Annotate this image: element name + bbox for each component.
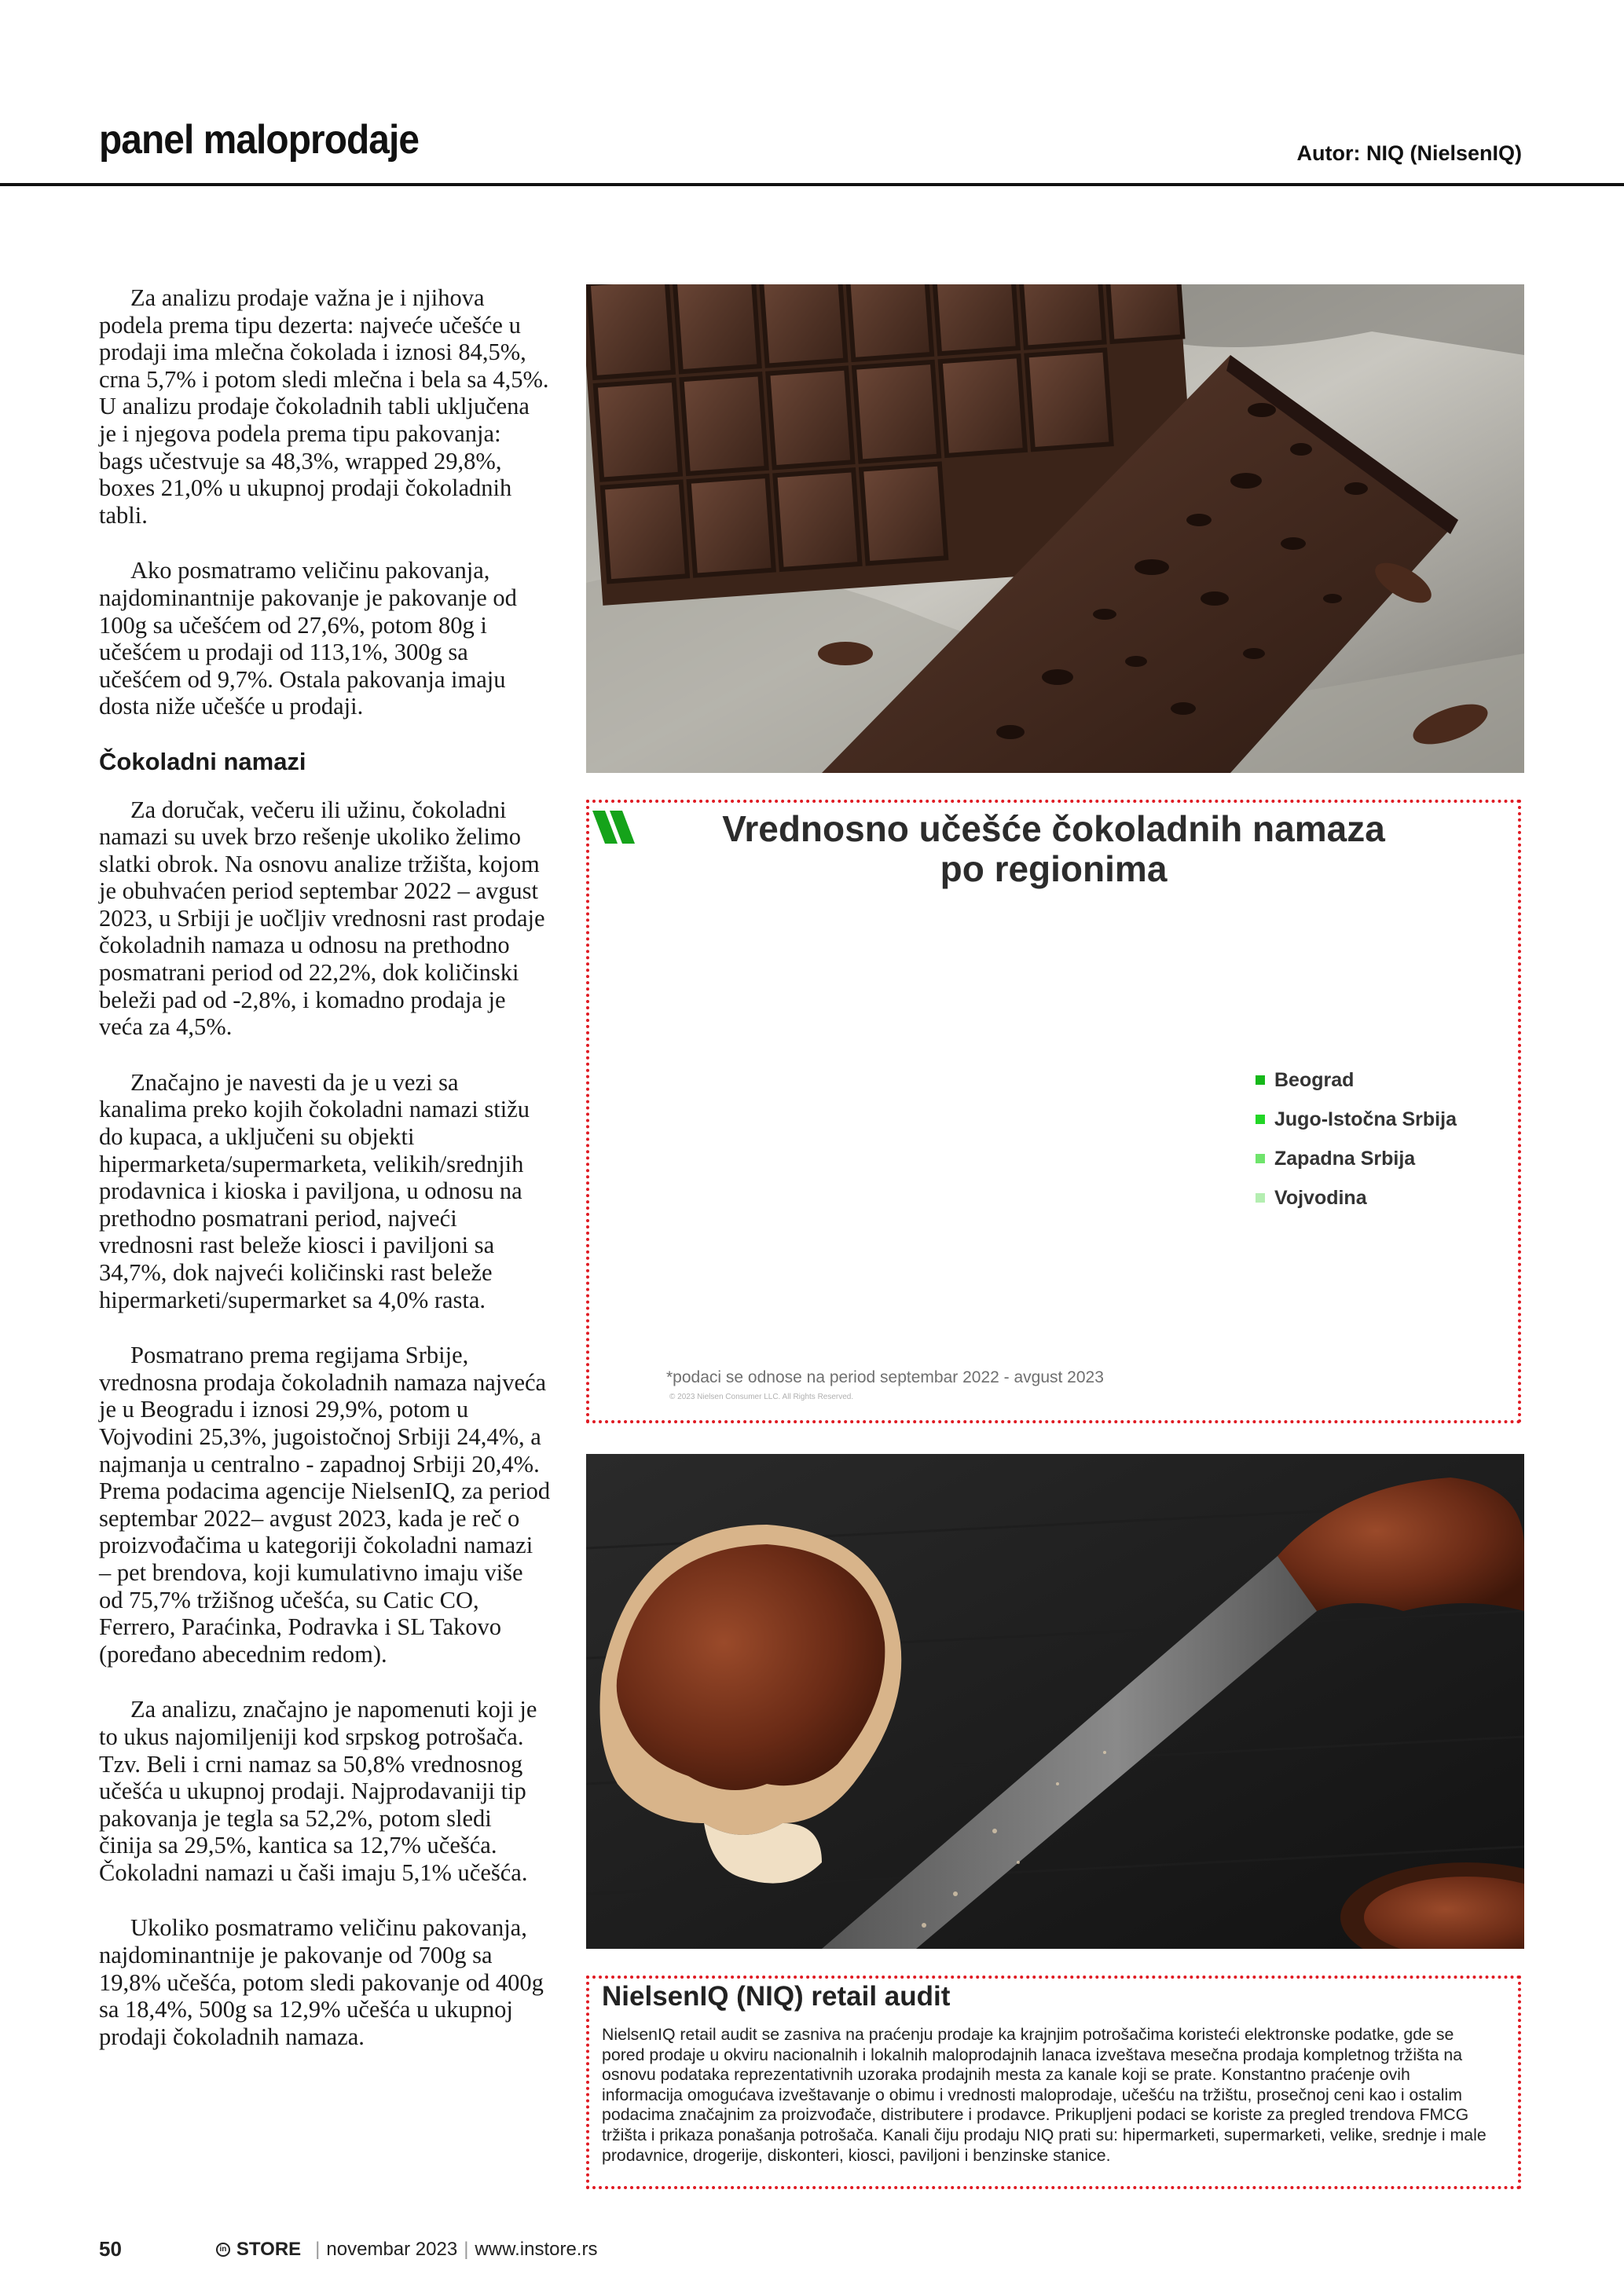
chart-copyright: © 2023 Nielsen Consumer LLC. All Rights Reserved. [669, 1393, 854, 1401]
legend-swatch [1256, 1154, 1265, 1163]
legend-label: Jugo-Istočna Srbija [1274, 1108, 1457, 1130]
article-paragraph: Značajno je navesti da je u vezi sa kanalima preko kojih čokoladni namazi stižu do kupaca, a uključeni su objekti hipermarketa/supermarketa, velikih/srednjih prodavnica i kioska i paviljona, u odnosu na prethodno posmatrani period, najveći vrednosni rast beleže kiosci i paviljoni sa 34,7%, dok najveći količinski rast beleže hipermarketi/supermarket sa 4,0% rasta. [99, 1068, 530, 1313]
issue-date: novembar 2023 [326, 2238, 458, 2260]
section-title: panel maloprodaje [99, 117, 420, 163]
chart-title-line1: Vrednosno učešće čokoladnih namaza [722, 808, 1385, 849]
article-paragraph: Ukoliko posmatramo veličinu pakovanja, najdominantnije je pakovanje od 700g sa 19,8% učešća, potom sledi pakovanje od 400g sa 18,4%, 500g sa 12,9% učešća u ukupnoj prodaji čokoladnih namaza. [99, 1914, 544, 2050]
chocolate-bar-photo [586, 284, 1524, 773]
retail-audit-text: NielsenIQ retail audit se zasniva na praćenju prodaje ka krajnjim potrošačima koristeći elektronske podatke, gde se pored prodaje u okviru nacionalnih i lokalnih maloprodajnih lanaca izveštava mesečna prodaja kompletnog tržišta na osnovu podataka reprezentativnih uzoraka prodajnih mesta za kanale koji se prate. Konstantno praćenje ovih informacija omogućava izveštavanje o obimu i vrednosti maloprodaje, učešću na tržištu, prosečnoj ceni kao i ostalim podacima značajnim za proizvođače, distributere i prodavce. Prikupljeni podaci se koriste za pregled trendova FMCG tržišta i prikaza ponašanja potrošača. Kanali čiju prodaju NIQ prati su: hipermarketi, supermarketi, velike, srednje i male prodavnice, drogerije, diskonteri, kiosci, paviljoni i benzinske stanice. [602, 2025, 1487, 2165]
legend-swatch [1256, 1115, 1265, 1124]
legend-item [1256, 1060, 1457, 1100]
magazine-brand [216, 2239, 301, 2261]
legend-swatch [1256, 1075, 1265, 1085]
chocolate-spread-photo [586, 1454, 1524, 1949]
article-paragraph: Posmatrano prema regijama Srbije, vrednosna prodaja čokoladnih namaza najveća je u Beogradu i iznosi 29,9%, potom u Vojvodini 25,3%, jugoistočnoj Srbiji 24,4%, a najmanja u centralno - zapadnoj Srbiji 20,4%. Prema podacima agencije NielsenIQ, za period septembar 2022– avgust 2023, kada je reč o proizvođačima u kategoriji čokoladni namazi – pet brendova, koji kumulativno imaju više od 75,7% tržišnog učešća, su Catic CO, Ferrero, Paraćinka, Podravka i SL Takovo (poređano abecednim redom). [99, 1342, 551, 1668]
article-paragraph: Za analizu prodaje važna je i njihova podela prema tipu dezerta: najveće učešće u prodaji ima mlečna čokolada i iznosi 84,5%, crna 5,7% i potom sledi mlečna i bela sa 4,5%. U analizu prodaje čokoladnih tabli uključena je i njegova podela prema tipu pakovanja: bags učestvuje sa 48,3%, wrapped 29,8%, boxes 21,0% u ukupnoj prodaji čokoladnih tabli. [99, 284, 549, 529]
subheading: Čokoladni namazi [99, 747, 306, 775]
chart-footnote: *podaci se odnose na period septembar 2022 - avgust 2023 [666, 1368, 1104, 1386]
legend-swatch [1256, 1193, 1265, 1203]
retail-audit-title: NielsenIQ (NIQ) retail audit [602, 1981, 951, 2012]
article-paragraph: Ako posmatramo veličinu pakovanja, najdominantnije pakovanje je pakovanje od 100g sa učešćem od 27,6%, potom 80g i učešćem u prodaji od 113,1%, 300g sa učešćem od 9,7%. Ostala pakovanja imaju dosta niže učešće u prodaji. [99, 557, 517, 720]
chart-legend [1256, 1060, 1457, 1218]
page-number: 50 [99, 2237, 122, 2261]
legend-item [1256, 1139, 1457, 1178]
article-paragraph: Za analizu, značajno je napomenuti koji je to ukus najomiljeniji kod srpskog potrošača. Tzv. Beli i crni namaz sa 50,8% vrednosnog učešća u ukupnoj prodaji. Najprodavaniji tip pakovanja je tegla sa 52,2%, potom sledi činija sa 29,5%, kantica sa 12,7% učešća. Čokoladni namazi u čaši imaju 5,1% učešća. [99, 1696, 537, 1886]
brand-name: STORE [236, 2238, 302, 2260]
legend-item [1256, 1178, 1457, 1218]
legend-label: Beograd [1274, 1068, 1355, 1091]
legend-item [1256, 1100, 1457, 1139]
legend-label: Vojvodina [1274, 1186, 1367, 1209]
footer-separator: | [315, 2238, 321, 2260]
in-logo-icon: in [216, 2243, 230, 2257]
donut-slice-jugo-isto-na-srbija [586, 800, 676, 817]
header-divider [0, 183, 1624, 186]
chart-title-line2: po regionima [940, 848, 1168, 889]
article-text-column [99, 284, 551, 2078]
website-link[interactable]: www.instore.rs [475, 2238, 598, 2260]
article-paragraph: Za doručak, večeru ili užinu, čokoladni namazi su uvek brzo rešenje ukoliko želimo slatki obrok. Na osnovu analize tržišta, kojom je obuhvaćen period septembar 2022 – avgust 2023, u Srbiji je uočljiv vrednosni rast prodaje čokoladnih namaza u odnosu na prethodno posmatrani period od 22,2%, dok količinski beleži pad od -2,8%, i komadno prodaja je veća za 4,5%. [99, 796, 545, 1041]
page-footer [99, 2237, 597, 2261]
footer-separator: | [464, 2238, 469, 2260]
legend-label: Zapadna Srbija [1274, 1147, 1416, 1170]
author-line: Autor: NIQ (NielsenIQ) [1296, 141, 1522, 165]
